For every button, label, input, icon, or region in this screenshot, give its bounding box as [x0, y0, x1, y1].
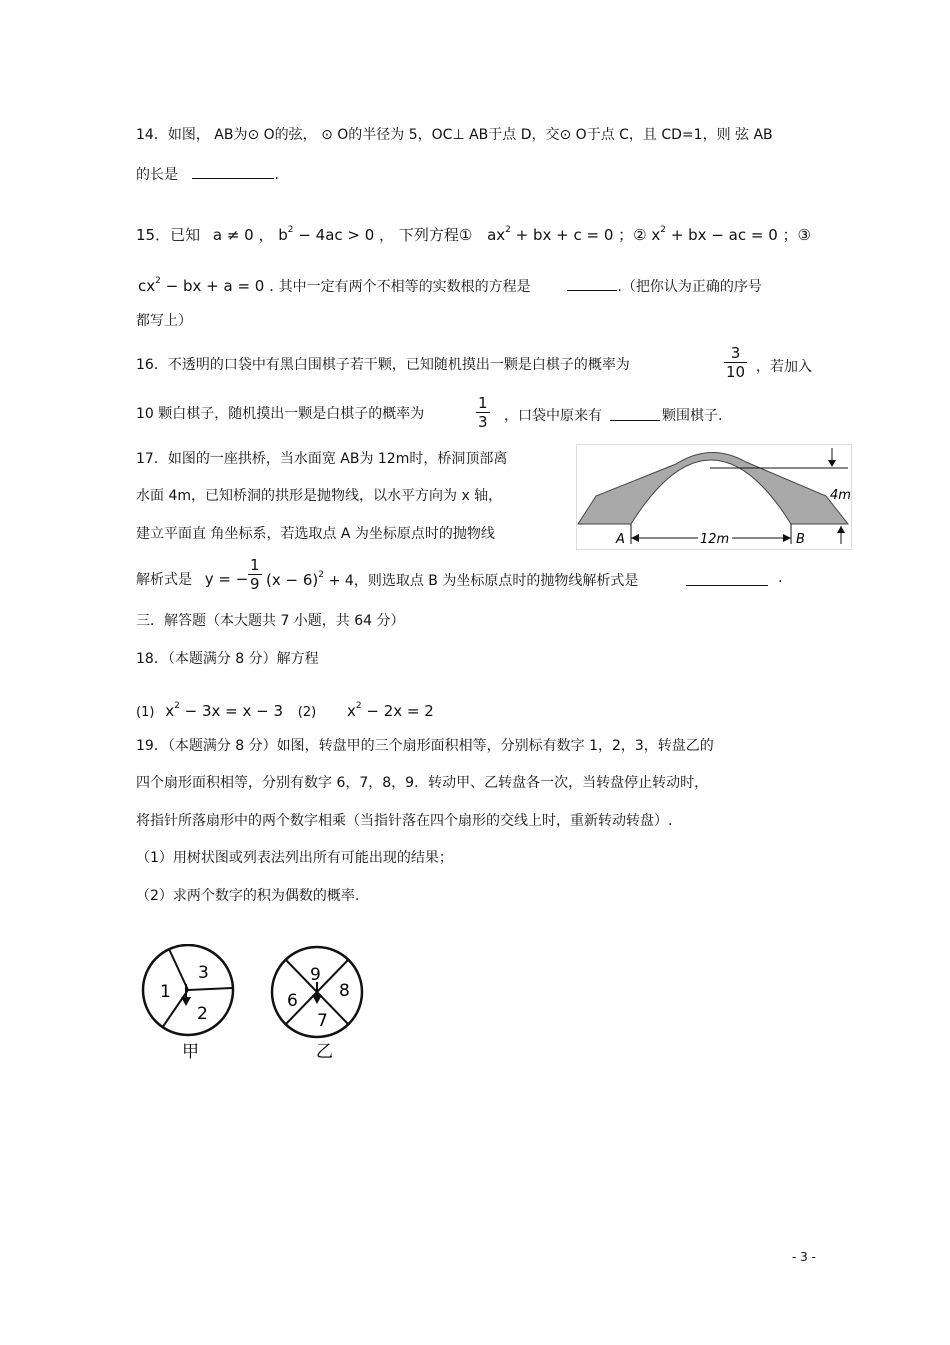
- q17-frac-num: 1: [250, 556, 260, 574]
- q15-eq3a: cx: [138, 277, 156, 295]
- spinner-yi-number: 7: [317, 1011, 328, 1031]
- q18-sq1: 2: [174, 701, 180, 711]
- spinner-jia-number: 1: [160, 982, 171, 1002]
- spinner-jia-number: 3: [198, 963, 209, 983]
- spinner-yi-caption: 乙: [316, 1042, 333, 1062]
- spinner-yi: [270, 944, 366, 1064]
- q16-frac2-num: 1: [478, 394, 488, 412]
- q18-p2: (2): [297, 705, 317, 720]
- q16-frac1-den: 10: [726, 363, 746, 381]
- q19-line2: 四个扇形面积相等，分别有数字 6，7，8，9．转动甲、乙转盘各一次，当转盘停止转动时，: [136, 775, 709, 791]
- q17-answer-blank[interactable]: [686, 571, 768, 586]
- q19-sub1: （1）用树状图或列表法列出所有可能出现的结果；: [136, 850, 453, 866]
- q19-line3: 将指针所落扇形中的两个数字相乘（当指针落在四个扇形的交线上时，重新转动转盘）.: [136, 813, 673, 829]
- q16-fraction-1: [724, 344, 747, 381]
- q18-p1: (1): [136, 705, 155, 720]
- q15-cond2a: b: [278, 226, 288, 244]
- q15-text: 其中一定有两个不相等的实数根的方程是: [278, 279, 531, 295]
- spinner-yi-pointer-head: [312, 995, 322, 1004]
- q16-answer-blank[interactable]: [610, 406, 660, 421]
- q15-sq3: 2: [660, 225, 667, 235]
- q18-line1: 18．（本题满分 8 分）解方程: [136, 651, 319, 667]
- q15-eq3b: − bx + a = 0 .: [165, 277, 274, 295]
- q15-line2: [138, 272, 762, 296]
- q15-line1: [136, 221, 811, 244]
- height-arrowhead-bottom: [837, 526, 845, 533]
- q17-fraction: [248, 556, 262, 593]
- q14-line1: 14．如图， AB为⊙ O的弦， ⊙ O的半径为 5，OC⊥ AB于点 D，交⊙ O于点 C，且 CD=1，则 弦 AB: [136, 127, 773, 143]
- q16-fraction-2: [476, 394, 490, 431]
- bridge-figure: [576, 444, 852, 550]
- q18-eq2b: − 2x = 2: [366, 702, 434, 720]
- q19-sub2: （2）求两个数字的积为偶数的概率.: [136, 888, 360, 904]
- q17-line1: 17．如图的一座拱桥，当水面宽 AB为 12m时，桥洞顶部离: [136, 451, 508, 467]
- height-label: 4m: [830, 488, 851, 503]
- q17-expr-part2: + 4，则选取点 B 为坐标原点时的抛物线解析式是: [328, 573, 639, 589]
- q14-end: .: [274, 167, 279, 183]
- point-b-label: B: [796, 532, 805, 547]
- q15-cond1: a ≠ 0 ，: [212, 226, 274, 244]
- q17-y-eq: y = −: [204, 570, 249, 588]
- q18-equations: [136, 697, 434, 722]
- q15-cond2b: − 4ac > 0 ，: [298, 226, 395, 244]
- q17-line4: [136, 570, 248, 589]
- q15-mid: 下列方程①: [398, 226, 473, 244]
- width-arrowhead-left: [631, 534, 639, 542]
- q18-eq2a: x: [346, 702, 356, 720]
- q16-line2: 10 颗白棋子，随机摸出一颗是白棋子的概率为: [136, 406, 425, 422]
- q16-line2-end: 颗围棋子.: [662, 408, 723, 424]
- q18-eq1b: − 3x = x − 3: [184, 702, 283, 720]
- spinner-jia-divider: [169, 949, 188, 990]
- q15-eq1a: ax: [487, 226, 506, 244]
- q15-sq2: 2: [505, 225, 511, 235]
- q17-expr-part1: (x − 6): [266, 571, 319, 589]
- q18-sq2: 2: [355, 701, 362, 711]
- q15-sq1: 2: [287, 225, 294, 235]
- q16-line2-mid: ，口袋中原来有: [504, 408, 602, 424]
- spinner-jia: [140, 944, 238, 1064]
- q15-line3: 都写上）: [136, 313, 192, 329]
- q16-line1-end: ，若加入: [756, 359, 812, 375]
- q16-frac1-num: 3: [730, 344, 741, 362]
- q15-sq4: 2: [155, 276, 161, 286]
- spinner-jia-number: 2: [197, 1004, 208, 1024]
- q17-pre: 解析式是: [136, 572, 192, 588]
- q16-line1: 16．不透明的口袋中有黑白围棋子若干颗，已知随机摸出一颗是白棋子的概率为: [136, 357, 630, 373]
- spinner-yi-number: 9: [310, 965, 321, 985]
- q14-answer-blank[interactable]: [192, 164, 274, 179]
- q17-end: .: [778, 570, 783, 586]
- q15-eq1b: + bx + c = 0 ；②: [515, 226, 647, 244]
- spinner-jia-divider: [188, 988, 232, 990]
- q17-frac-den: 9: [250, 575, 260, 593]
- q17-expr: [266, 570, 638, 590]
- page-number: - 3 -: [792, 1250, 816, 1264]
- q19-line1: 19．（本题满分 8 分）如图，转盘甲的三个扇形面积相等，分别标有数字 1，2，3，转盘乙的: [136, 738, 714, 754]
- width-arrowhead-right: [783, 534, 791, 542]
- q17-line2: 水面 4m，已知桥洞的拱形是抛物线，以水平方向为 x 轴，: [136, 488, 503, 504]
- q15-eq2a: x: [651, 226, 661, 244]
- point-a-label: A: [616, 532, 625, 547]
- q18-eq1a: x: [165, 702, 175, 720]
- q14-line2: [136, 164, 279, 184]
- width-label: 12m: [700, 532, 730, 547]
- spinner-yi-number: 6: [287, 991, 298, 1011]
- q16-frac2-den: 3: [478, 413, 488, 431]
- spinner-yi-number: 8: [339, 981, 350, 1001]
- q15-prefix: 15．已知: [136, 226, 201, 244]
- q15-eq2b: + bx − ac = 0 ；③: [670, 226, 811, 244]
- q17-sq: 2: [318, 570, 324, 580]
- q15-end: .（把你认为正确的序号: [617, 279, 762, 295]
- spinner-jia-caption: 甲: [182, 1042, 199, 1062]
- section3-heading: 三．解答题（本大题共 7 小题，共 64 分）: [136, 613, 405, 629]
- q15-answer-blank[interactable]: [567, 276, 617, 291]
- q14-text: 的长是: [136, 167, 178, 183]
- bridge-arch: [578, 452, 848, 524]
- height-arrowhead-top: [828, 460, 836, 467]
- spinner-jia-pointer-head: [181, 997, 191, 1006]
- q17-line3: 建立平面直 角坐标系，若选取点 A 为坐标原点时的抛物线: [136, 526, 495, 542]
